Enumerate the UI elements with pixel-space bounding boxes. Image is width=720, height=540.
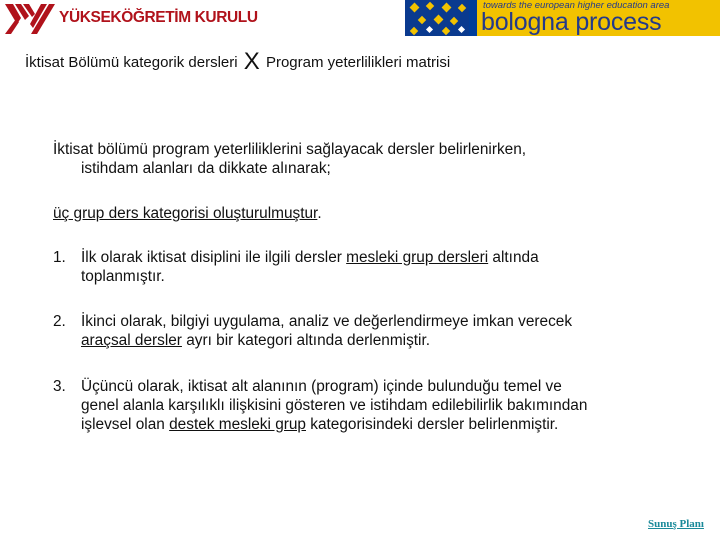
list-item: 2. İkinci olarak, bilgiyi uygulama, analiz ve değerlendirmeye imkan verecek araçsal dersler ayrı bir kategori altında derlenmiştir. <box>53 313 573 349</box>
intro-line-2: istihdam alanları da dikkate alınarak; <box>81 160 331 177</box>
bologna-name: bologna process <box>481 8 662 36</box>
bologna-process-banner <box>405 0 720 36</box>
list-item-number: 2. <box>53 313 66 330</box>
summary-end: . <box>317 205 322 222</box>
list-item: 1. İlk olarak iktisat disiplini ile ilgili dersler mesleki grup dersleri altında toplanmıştır. <box>53 249 539 285</box>
summary-underlined: üç grup ders kategorisi oluşturulmuştur <box>53 205 318 222</box>
list-item: 3. Üçüncü olarak, iktisat alt alanının (program) içinde bulunduğu temel ve genel alanla karşılıklı ilişkisini gösteren ve istihdam edilebilirlik bakımından işlevsel olan destek mesleki grup kategorisindeki dersler belirlenmiştir. <box>53 378 588 433</box>
bologna-tagline: towards the european higher education area <box>483 0 670 11</box>
yok-logo <box>3 2 258 36</box>
category-mesleki-grup: mesleki grup dersleri <box>346 249 489 266</box>
category-aracsal: araçsal dersler <box>81 332 182 349</box>
slide-title <box>25 48 450 76</box>
sunus-plani-link[interactable]: Sunuş Planı <box>648 518 704 530</box>
title-x: X <box>243 48 260 75</box>
intro-paragraph <box>53 140 526 178</box>
title-right: Program yeterlilikleri matrisi <box>265 54 451 71</box>
title-left: İktisat Bölümü kategorik dersleri <box>25 54 238 71</box>
list-item-number: 1. <box>53 249 66 266</box>
intro-line-1: İktisat bölümü program yeterliliklerini sağlayacak dersler belirlenirken, <box>53 141 527 158</box>
yok-emblem-icon <box>3 2 57 36</box>
summary-paragraph <box>53 204 322 223</box>
category-destek-mesleki: destek mesleki grup <box>169 416 306 433</box>
bologna-stars-icon <box>405 0 469 36</box>
yok-logo-text: YÜKSEKÖĞRETİM KURULU <box>59 9 258 26</box>
list-item-number: 3. <box>53 378 66 395</box>
